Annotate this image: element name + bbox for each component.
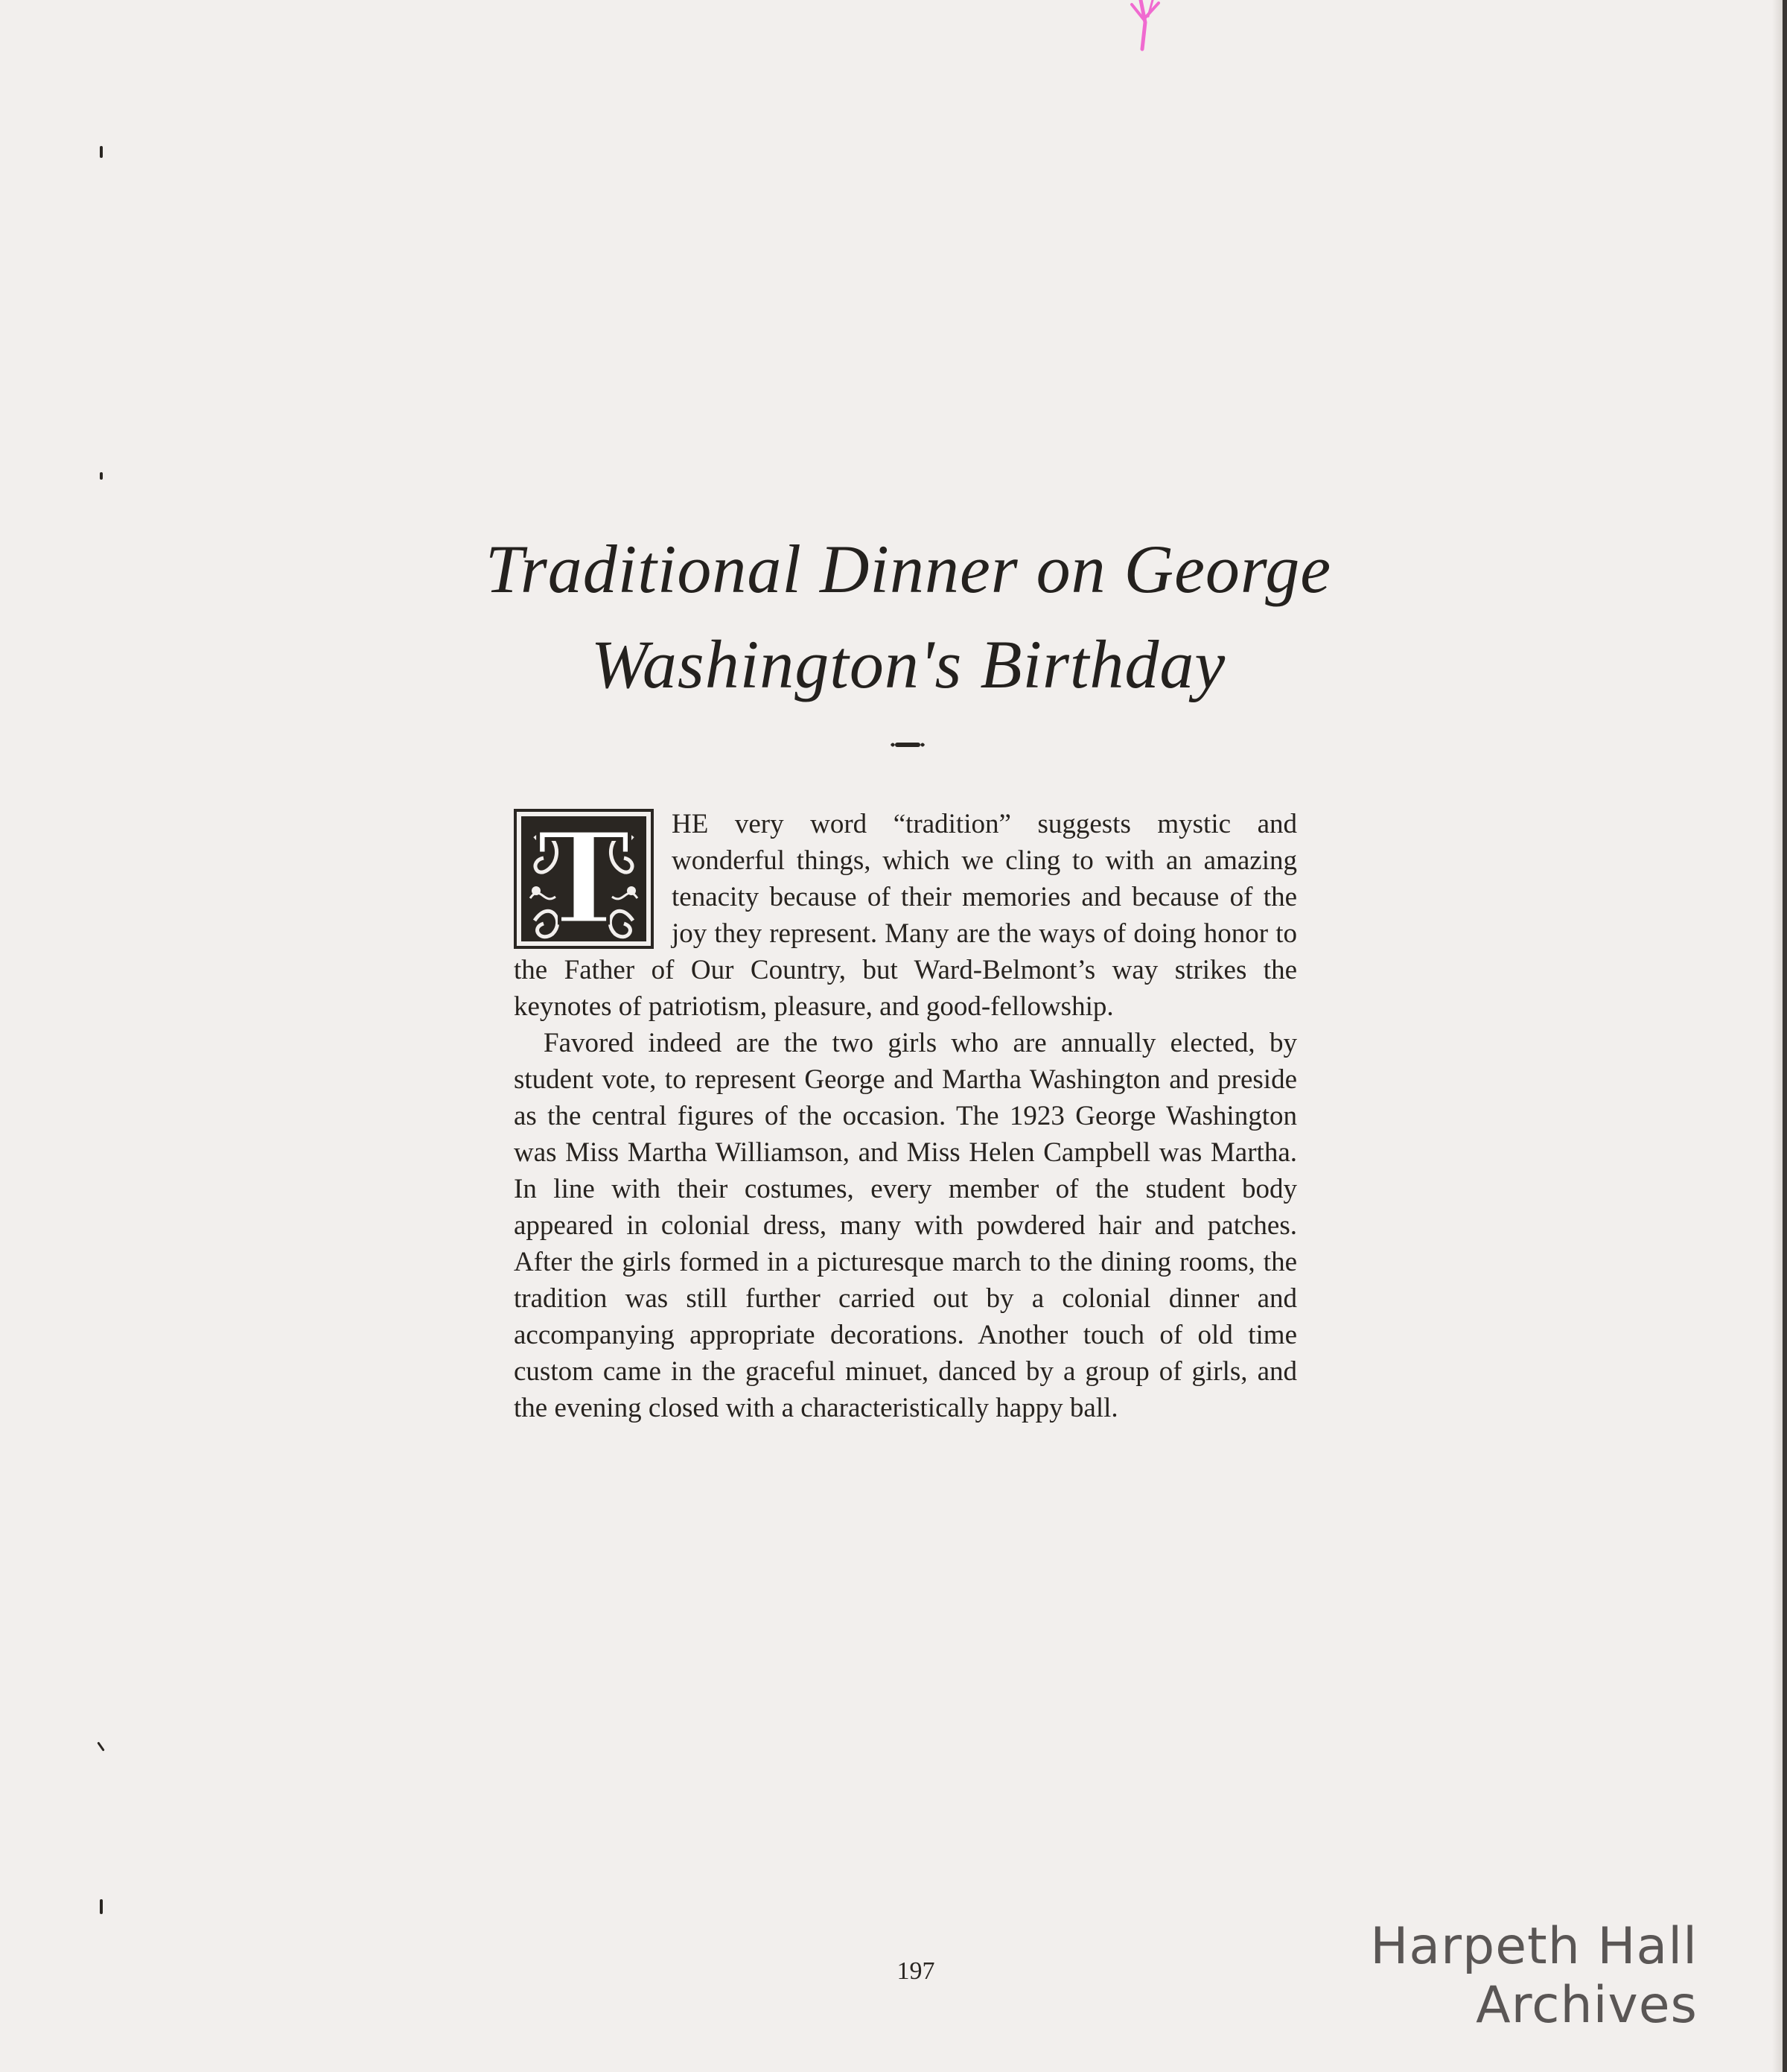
binding-mark	[100, 146, 103, 158]
divider-ornament	[891, 740, 925, 749]
title-line-2: Washington's Birthday	[590, 626, 1226, 702]
binding-mark	[100, 472, 103, 480]
page-edge-shadow	[1772, 0, 1783, 2072]
drop-cap-letter: T	[536, 804, 631, 953]
illuminated-drop-cap	[514, 804, 654, 953]
pink-ink-mark	[1126, 0, 1170, 52]
article-paragraph-2: Favored indeed are the two girls who are annually elected, by student vote, to represent George and Martha Washington and preside as the central figures of the occasion. The 1923 George Washington was Miss Martha Williamson, and Miss Helen Campbell was Martha. In line with their costumes, every member of the student body appeared in colonial dress, many with powdered hair and patches. After the girls formed in a picturesque march to the dining rooms, the tradition was still further carried out by a colonial dinner and accompanying appropriate decorations. Another touch of old time custom came in the graceful minuet, danced by a group of girls, and the evening closed with a characteristically happy ball.	[514, 1028, 1297, 1423]
article-paragraph-1: HE very word “tradition” suggests mystic and wonderful things, which we cling to with an amazing tenacity because of their memories and because of the joy they represent. Many are the ways of doing honor to the Father of Our Country, but Ward-Belmont’s way strikes the keynotes of patriotism, pleasure, and good-fellowship.	[514, 809, 1297, 1022]
page-edge	[1783, 0, 1787, 2072]
page-number: 197	[896, 1957, 935, 1985]
title-line-1: Traditional Dinner on George	[485, 531, 1332, 607]
binding-mark	[97, 1741, 104, 1751]
archive-watermark: Harpeth Hall Archives	[1370, 1917, 1698, 2035]
article-body	[514, 806, 1297, 1426]
binding-mark	[100, 1899, 103, 1914]
page-title	[417, 521, 1400, 712]
